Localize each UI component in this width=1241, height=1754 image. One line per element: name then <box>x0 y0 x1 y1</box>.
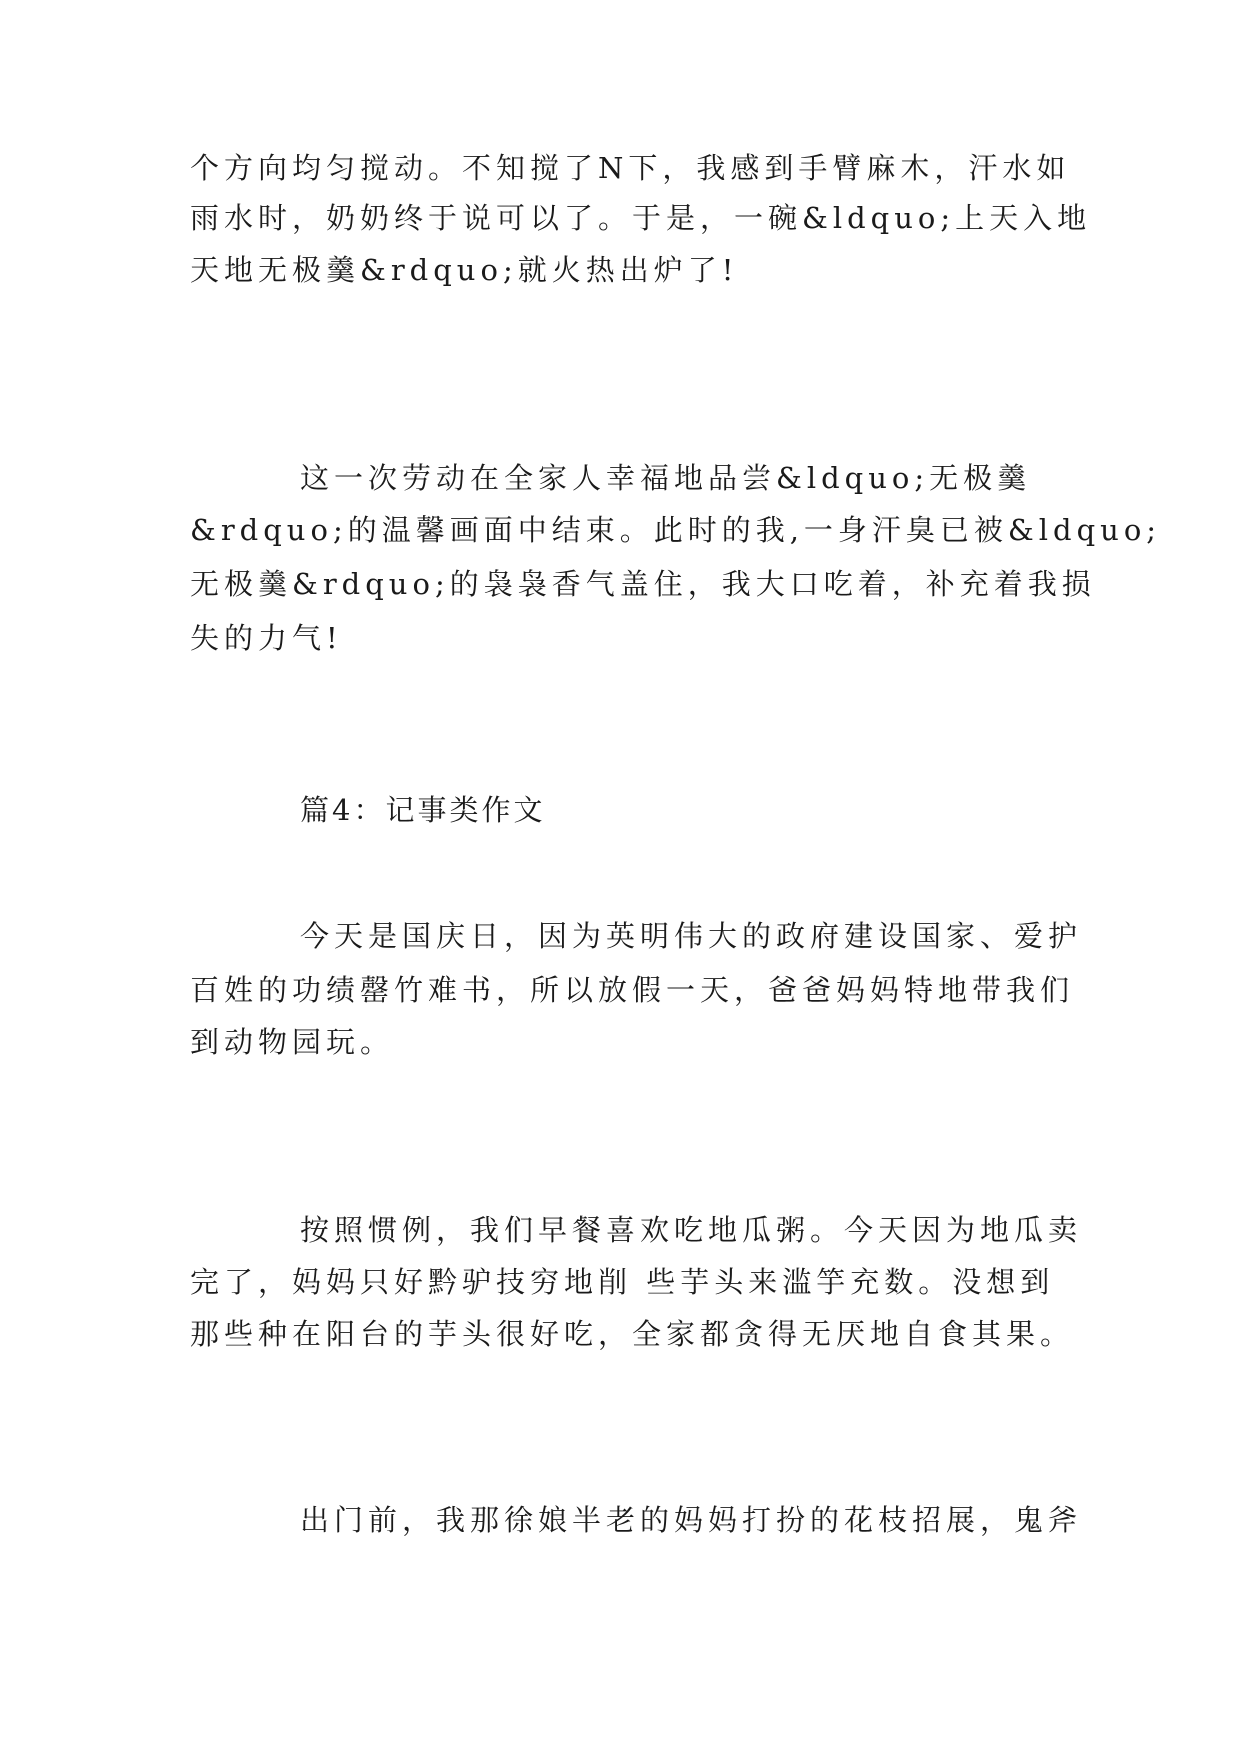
paragraph-line: 出门前，我那徐娘半老的妈妈打扮的花枝招展，鬼斧 <box>300 1503 1083 1537</box>
paragraph-line: 无极羹&rdquo;的袅袅香气盖住，我大口吃着，补充着我损 <box>190 567 1096 601</box>
paragraph-line: 百姓的功绩罄竹难书，所以放假一天，爸爸妈妈特地带我们 <box>190 973 1075 1007</box>
paragraph-line: 那些种在阳台的芋头很好吃，全家都贪得无厌地自食其果。 <box>190 1317 1075 1351</box>
paragraph-line: 雨水时，奶奶终于说可以了。于是，一碗&ldquo;上天入地 <box>190 201 1092 235</box>
paragraph-line: 个方向均匀搅动。不知搅了N下，我感到手臂麻木，汗水如 <box>190 151 1071 185</box>
paragraph-line: 今天是国庆日，因为英明伟大的政府建设国家、爱护 <box>300 919 1083 953</box>
paragraph-line: 完了，妈妈只好黔驴技穷地削 些芋头来滥竽充数。没想到 <box>190 1265 1055 1299</box>
paragraph-line: 这一次劳动在全家人幸福地品尝&ldquo;无极羹 <box>300 461 1032 495</box>
paragraph-line: 按照惯例，我们早餐喜欢吃地瓜粥。今天因为地瓜卖 <box>300 1213 1083 1247</box>
paragraph-line: 失的力气! <box>190 621 343 655</box>
section-heading: 篇4：记事类作文 <box>300 793 546 827</box>
paragraph-line: 到动物园玩。 <box>190 1025 395 1059</box>
paragraph-line: 天地无极羹&rdquo;就火热出炉了! <box>190 253 739 287</box>
paragraph-line: &rdquo;的温馨画面中结束。此时的我,一身汗臭已被&ldquo; <box>190 513 1162 547</box>
